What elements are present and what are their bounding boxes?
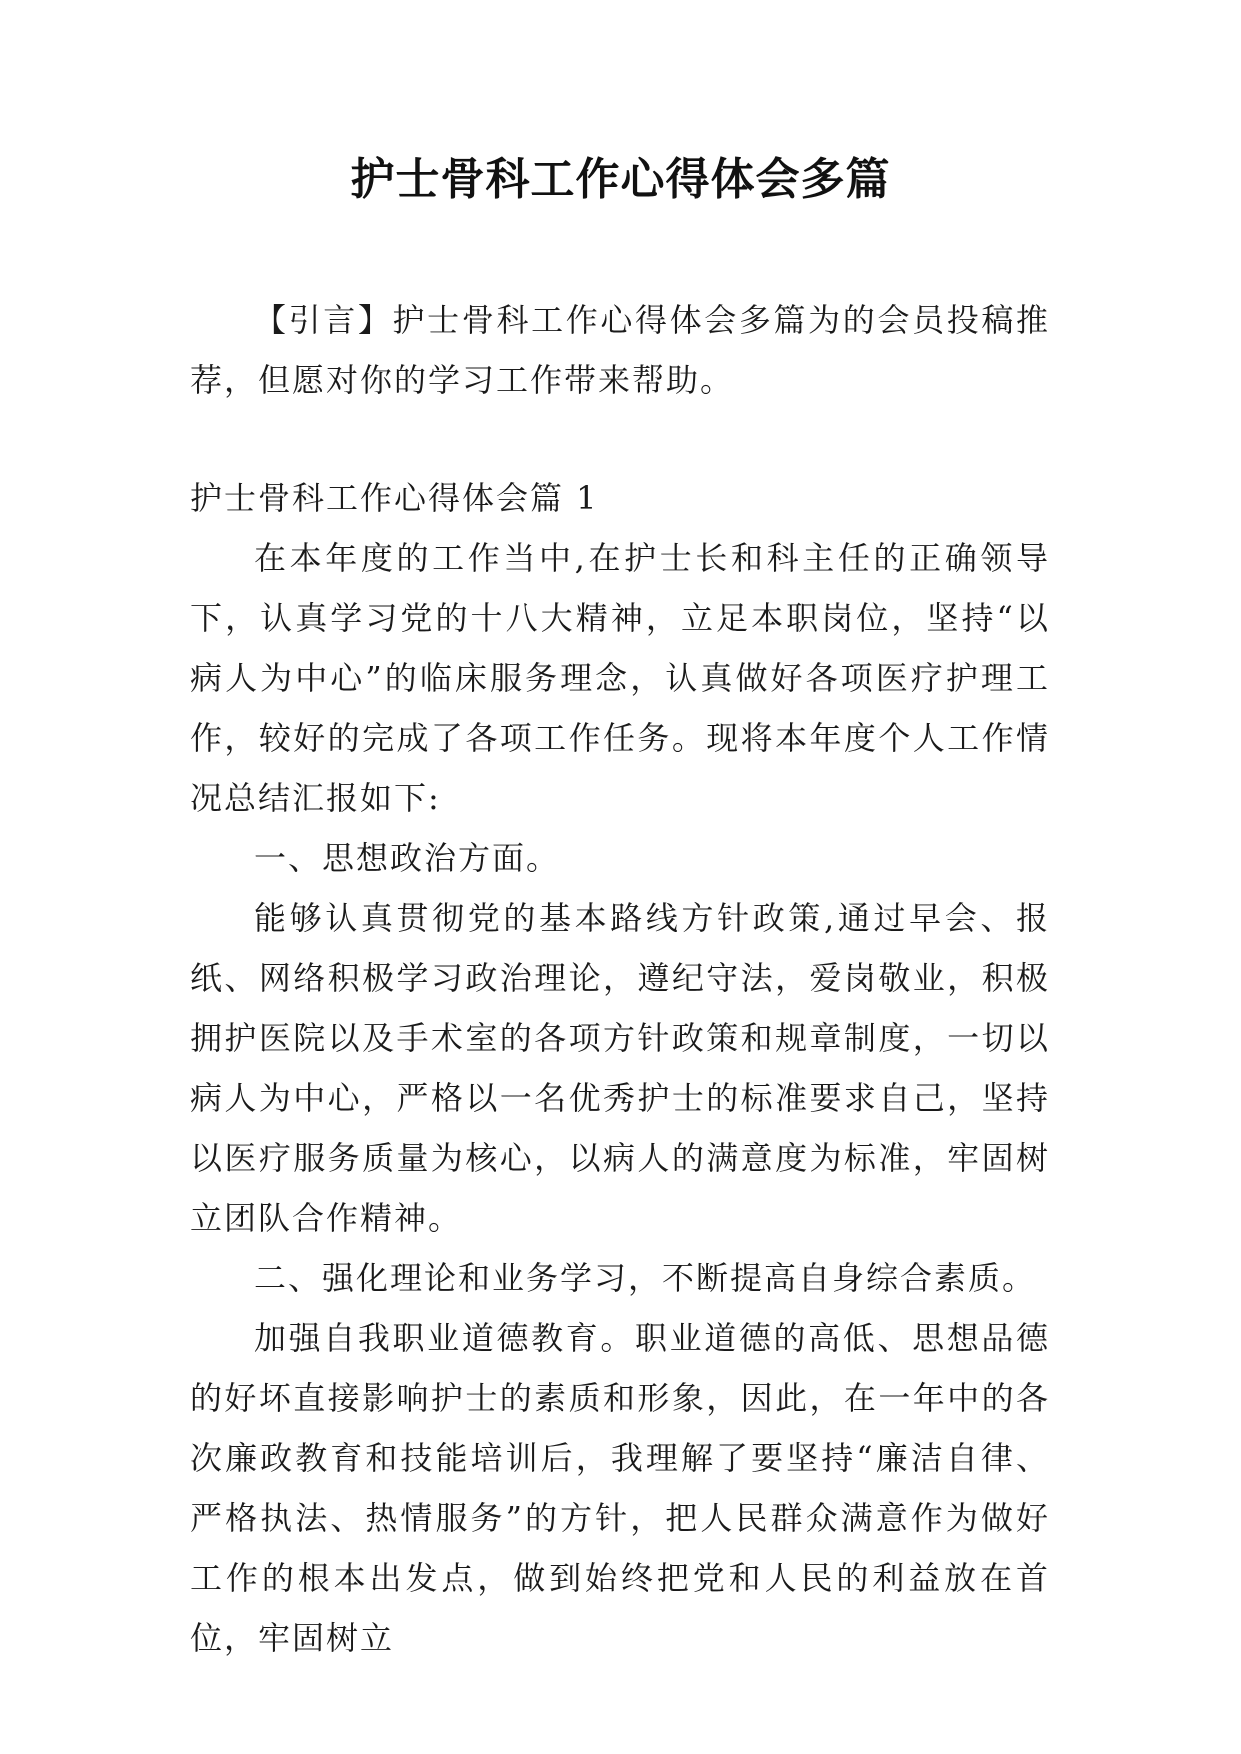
- body-paragraph: 加强自我职业道德教育。职业道德的高低、思想品德的好坏直接影响护士的素质和形象，因此，在一年中的各次廉政教育和技能培训后，我理解了要坚持“廉洁自律、严格执法、热情服务”的方针，把人民群众满意作为做好工作的根本出发点，做到始终把党和人民的利益放在首位，牢固树立: [190, 1319, 1050, 1657]
- body-paragraph: 在本年度的工作当中,在护士长和科主任的正确领导下，认真学习党的十八大精神，立足本职岗位，坚持“以病人为中心”的临床服务理念，认真做好各项医疗护理工作，较好的完成了各项工作任务。现将本年度个人工作情况总结汇报如下:: [190, 539, 1050, 817]
- subheading-study: 二、强化理论和业务学习，不断提高自身综合素质。: [254, 1259, 1037, 1297]
- document-body: [190, 290, 1050, 1668]
- spacer: [190, 410, 1050, 468]
- body-paragraph: 能够认真贯彻党的基本路线方针政策,通过早会、报纸、网络积极学习政治理论，遵纪守法，爱岗敬业，积极拥护医院以及手术室的各项方针政策和规章制度，一切以病人为中心，严格以一名优秀护士的标准要求自己，坚持以医疗服务质量为核心，以病人的满意度为标准，牢固树立团队合作精神。: [190, 899, 1050, 1237]
- document-title: 护士骨科工作心得体会多篇: [350, 154, 891, 205]
- intro-paragraph: 【引言】护士骨科工作心得体会多篇为的会员投稿推荐，但愿对你的学习工作带来帮助。: [190, 301, 1050, 399]
- subheading-political: 一、思想政治方面。: [254, 839, 561, 877]
- section-heading: 护士骨科工作心得体会篇 1: [190, 479, 599, 517]
